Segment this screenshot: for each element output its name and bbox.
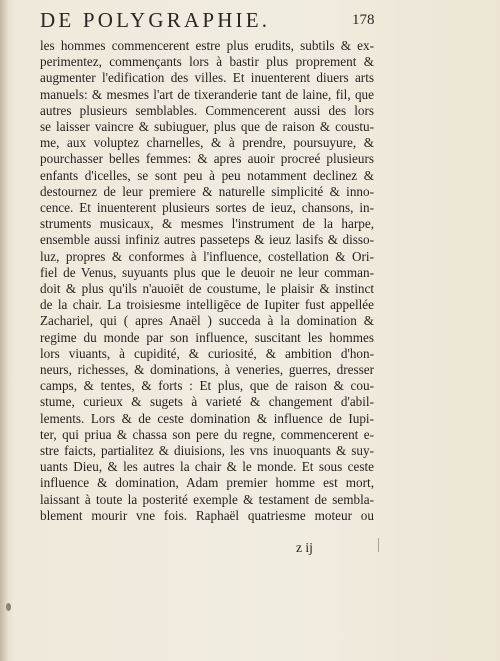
text-line: struments musicaux, & mesmes l'instrument de la harpe, [40, 216, 374, 232]
running-head: DE POLYGRAPHIE. [40, 8, 271, 32]
text-line: augmenter l'edification des villes. Et inuenterent diuers arts [40, 70, 374, 86]
text-line: ensemble aussi infiniz autres passeteps & ieuz lasifs & disso- [40, 232, 374, 248]
page-number: 178 [352, 12, 375, 28]
text-line: stre faicts, partialitez & diuisions, les vns inuoquants & suy- [40, 443, 374, 459]
text-line: fiel de Venus, suyuants plus que le deuoir ne leur comman- [40, 264, 374, 280]
text-line: destournez de leur premiere & naturelle simplicité & inno- [40, 183, 374, 199]
text-line: Zachariel, qui ( apres Anaël ) succeda à la domination & [40, 313, 374, 329]
gutter-shadow [0, 0, 8, 661]
text-line: blement mourir vne fois. Raphaël quatriesme moteur ou [40, 507, 374, 523]
text-line: camps, & tentes, & forts : Et plus, que de raison & cou- [40, 378, 374, 394]
text-line: de la chair. La troisiesme intelligēce de Iupiter fust appellée [40, 297, 374, 313]
signature-mark: z ij [296, 540, 313, 555]
text-line: se laisser vaincre & subiuguer, plus que de raison & coustu- [40, 119, 374, 135]
text-line: laissant à toute la posterité exemple & testament de sembla- [40, 491, 374, 507]
text-line: uants Dieu, & les autres la chair & le monde. Et sous ceste [40, 459, 374, 475]
text-line: influence & domination, Adam premier homme est mort, [40, 475, 374, 491]
margin-mark [378, 538, 379, 552]
text-line: luz, propres & conformes à l'influence, costellation & Ori- [40, 248, 374, 264]
paper-spot [6, 603, 11, 611]
text-line: pourchasser belles femmes: & apres auoir procreé plusieurs [40, 151, 374, 167]
text-line: perimentez, commençants lors à bastir plus proprement & [40, 54, 374, 70]
text-line: stume, curieux & sugets à varieté & changement d'abil- [40, 394, 374, 410]
text-line: lements. Lors & de ceste domination & influence de Iupi- [40, 410, 374, 426]
body-text [40, 38, 374, 524]
text-line: les hommes commencerent estre plus erudits, subtils & ex- [40, 38, 374, 53]
text-line: autres plusieurs semblables. Commencerent aussi des lors [40, 102, 374, 118]
text-line: manuels: & mesmes l'art de tixeranderie tant de laine, fil, que [40, 86, 374, 102]
text-line: doit & plus qu'ils n'auoiēt de coustume, le plaisir & instinct [40, 281, 374, 297]
text-line: me, aux voluptez charnelles, & à prendre, poursuyure, & [40, 135, 374, 151]
text-line: lors viuants, à cupidité, & curiosité, & ambition d'hon- [40, 345, 374, 361]
text-line: enfants d'icelles, se sont peu à peu notamment declinez & [40, 167, 374, 183]
text-line: cence. Et inuenterent plusieurs sortes de ieuz, chansons, in- [40, 200, 374, 216]
text-line: ter, qui priua & chassa son pere du regne, commencerent e- [40, 426, 374, 442]
text-line: neurs, richesses, & dominations, à veneries, guerres, dresser [40, 362, 374, 378]
text-line: regime du monde par son influence, suscitant les hommes [40, 329, 374, 345]
